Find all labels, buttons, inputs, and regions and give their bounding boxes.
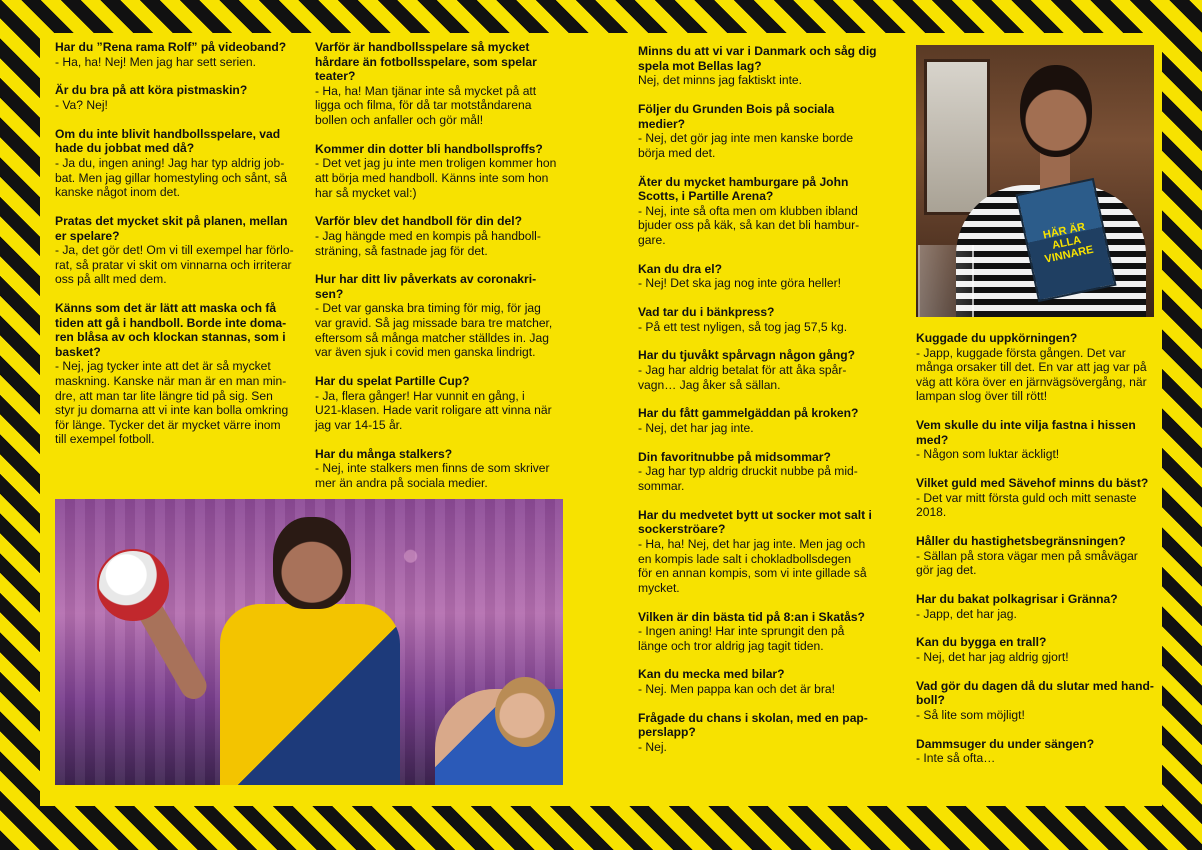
- qa-item: [638, 406, 888, 435]
- qa-item: [916, 635, 1162, 664]
- qa-item: [315, 447, 565, 491]
- answer: - Så lite som möjligt!: [916, 708, 1025, 722]
- answer: - Nej, det har jag aldrig gjort!: [916, 650, 1069, 665]
- player-jersey: [220, 604, 400, 785]
- portrait-photo: [916, 45, 1154, 317]
- answer: - Nej, inte så ofta men om klubben ibland bjuder oss på käk, så kan det bli hambur- gare.: [638, 203, 860, 247]
- answer: - Ja du, ingen aning! Jag har typ aldrig job- bat. Men jag gillar homestyling och sånt, så kanske något inom det.: [55, 155, 287, 200]
- answer: - Det var mitt första guld och mitt senaste 2018.: [916, 490, 1137, 520]
- qa-item: [916, 418, 1162, 462]
- answer: - Ha, ha! Nej, det har jag inte. Men jag och en kompis lade salt i chokladbollsdegen för en annan kompis, som vi inte gillade så mycket.: [638, 536, 867, 595]
- question: Har du ”Rena rama Rolf” på videoband?: [55, 40, 287, 54]
- qa-item: [55, 127, 305, 200]
- question: Hur har ditt liv påverkats av coronakri- sen?: [315, 272, 537, 301]
- question: Har du spelat Partille Cup?: [315, 374, 470, 389]
- answer: - Va? Nej!: [55, 97, 108, 112]
- qa-item: [315, 272, 565, 360]
- answer: - Nej, det har jag inte.: [638, 421, 754, 435]
- qa-item: [55, 40, 305, 69]
- qa-item: [638, 667, 888, 696]
- qa-item: [55, 214, 305, 287]
- question: Minns du att vi var i Danmark och såg dig spela mot Bellas lag?: [638, 44, 877, 73]
- portrait-head: [1020, 65, 1092, 157]
- answer: - Sällan på stora vägar men på småvägar gör jag det.: [916, 548, 1138, 578]
- qa-item: [916, 534, 1162, 578]
- question: Vad gör du dagen då du slutar med hand- boll?: [916, 678, 1154, 708]
- answer: - Jag hängde med en kompis på handboll- sträning, så fastnade jag för det.: [315, 228, 541, 258]
- question: Vilken är din bästa tid på 8:an i Skatås?: [638, 609, 865, 624]
- question: Känns som det är lätt att maska och få tiden att gå i handboll. Borde inte doma- ren blåsa av och klockan stannas, som i basket?: [55, 301, 287, 359]
- qa-item: [638, 44, 888, 88]
- qa-item: [638, 102, 888, 160]
- qa-item: [916, 737, 1162, 766]
- question: Dammsuger du under sängen?: [916, 736, 1095, 751]
- question: Följer du Grunden Bois på sociala medier?: [638, 101, 835, 131]
- answer: - Ja, det gör det! Om vi till exempel har förlo- rat, så pratar vi skit om vinnarna och irriterar oss på allt med dem.: [55, 243, 294, 287]
- question: Äter du mycket hamburgare på John Scotts, i Partille Arena?: [638, 174, 849, 204]
- qa-item: [638, 348, 888, 392]
- column-1: [55, 40, 305, 461]
- answer: - Jag har aldrig betalat för att åka spår- vagn… Jag åker så sällan.: [638, 363, 847, 392]
- answer: - Nej, jag tycker inte att det är så mycket maskning. Kanske när man är en man min- dre, att man tar lite längre tid på sig. Sen styr ju domarna att vi inte kan bolla omkring för länge. Tycker det är mycket värre inom till exempel fotboll.: [55, 359, 289, 447]
- answer: - Ingen aning! Har inte sprungit den på länge och tror aldrig jag tagit tiden.: [638, 624, 845, 653]
- qa-item: [638, 262, 888, 291]
- qa-item: [315, 374, 565, 432]
- answer: - Ha, ha! Nej! Men jag har sett serien.: [55, 54, 256, 69]
- answer: - På ett test nyligen, så tog jag 57,5 kg.: [638, 319, 848, 334]
- qa-item: [916, 679, 1162, 723]
- qa-item: [638, 610, 888, 654]
- answer: - Det var ganska bra timing för mig, för jag var gravid. Så jag missade bara tre matcher, eftersom så många matcher ställdes in. Jag var även sjuk i covid men ganska lindrigt.: [315, 301, 553, 360]
- column-4: [916, 331, 1162, 780]
- answer: - Inte så ofta…: [916, 751, 996, 766]
- answer: - Nej. Men pappa kan och det är bra!: [638, 682, 835, 697]
- question: Har du många stalkers?: [315, 446, 453, 461]
- player-head: [273, 517, 351, 609]
- handball-ball: [97, 549, 169, 621]
- qa-item: [638, 175, 888, 248]
- question: Varför blev det handboll för din del?: [315, 214, 522, 229]
- answer: - Japp, kuggade första gången. Det var många orsaker till det. En var att jag var på väg att köra över en järnvägsövergång, när lampan slog över till rött!: [916, 345, 1147, 404]
- qa-item: [638, 450, 888, 494]
- book-title: HÄR ÄR ALLA VINNARE: [1041, 220, 1095, 266]
- answer: - Någon som luktar äckligt!: [916, 447, 1060, 462]
- qa-item: [55, 83, 305, 112]
- question: Har du bakat polkagrisar i Gränna?: [916, 592, 1118, 607]
- drinking-glass: [918, 245, 974, 317]
- qa-item: [638, 508, 888, 596]
- question: Vilket guld med Sävehof minns du bäst?: [916, 476, 1149, 491]
- question: Kan du bygga en trall?: [916, 635, 1047, 650]
- column-3: [638, 44, 888, 769]
- answer: - Jag har typ aldrig druckit nubbe på mid- sommar.: [638, 464, 858, 493]
- qa-item: [315, 142, 565, 200]
- qa-item: [916, 476, 1162, 520]
- qa-item: [638, 711, 888, 755]
- qa-item: [315, 214, 565, 258]
- answer: - Japp, det har jag.: [916, 606, 1017, 621]
- column-2: [315, 40, 565, 505]
- window-background: [924, 59, 990, 215]
- handball-action-photo: [55, 499, 563, 785]
- answer: - Det vet jag ju inte men troligen kommer hon att börja med handboll. Känns inte som hon har så mycket val:): [315, 156, 557, 200]
- question: Din favoritnubbe på midsommar?: [638, 449, 831, 464]
- answer: - Nej, inte stalkers men finns de som skriver mer än andra på sociala medier.: [315, 461, 550, 490]
- question: Kuggade du uppkörningen?: [916, 331, 1078, 345]
- question: Kommer din dotter bli handbollsproffs?: [315, 141, 543, 156]
- answer: Nej, det minns jag faktiskt inte.: [638, 73, 803, 88]
- question: Kan du mecka med bilar?: [638, 667, 785, 682]
- question: Frågade du chans i skolan, med en pap- perslapp?: [638, 710, 868, 740]
- qa-item: [638, 305, 888, 334]
- question: Varför är handbollsspelare så mycket hårdare än fotbollsspelare, som spelar teater?: [315, 40, 537, 84]
- question: Om du inte blivit handbollsspelare, vad hade du jobbat med då?: [55, 126, 281, 156]
- answer: - Nej, det gör jag inte men kanske borde börja med det.: [638, 131, 854, 160]
- question: Håller du hastighetsbegränsningen?: [916, 534, 1126, 549]
- question: Vem skulle du inte vilja fastna i hissen med?: [916, 418, 1136, 447]
- question: Pratas det mycket skit på planen, mellan er spelare?: [55, 213, 288, 243]
- question: Har du tjuvåkt spårvagn någon gång?: [638, 348, 856, 363]
- defender-head: [495, 677, 555, 747]
- answer: - Ja, flera gånger! Har vunnit en gång, i U21-klasen. Hade varit roligare att vinna när jag var 14-15 år.: [315, 388, 552, 432]
- question: Har du fått gammelgäddan på kroken?: [638, 406, 859, 421]
- question: Kan du dra el?: [638, 261, 722, 276]
- qa-item: [916, 592, 1162, 621]
- answer: - Nej.: [638, 740, 667, 755]
- answer: - Nej! Det ska jag nog inte göra heller!: [638, 276, 842, 291]
- qa-item: [55, 301, 305, 447]
- qa-item: [315, 40, 565, 128]
- qa-item: [916, 331, 1162, 404]
- question: Vad tar du i bänkpress?: [638, 305, 775, 320]
- question: Är du bra på att köra pistmaskin?: [55, 83, 248, 98]
- answer: - Ha, ha! Man tjänar inte så mycket på att ligga och filma, för då tar motståndarena bollen och anfaller och gör mål!: [315, 83, 537, 127]
- question: Har du medvetet bytt ut socker mot salt i sockerströare?: [638, 507, 872, 537]
